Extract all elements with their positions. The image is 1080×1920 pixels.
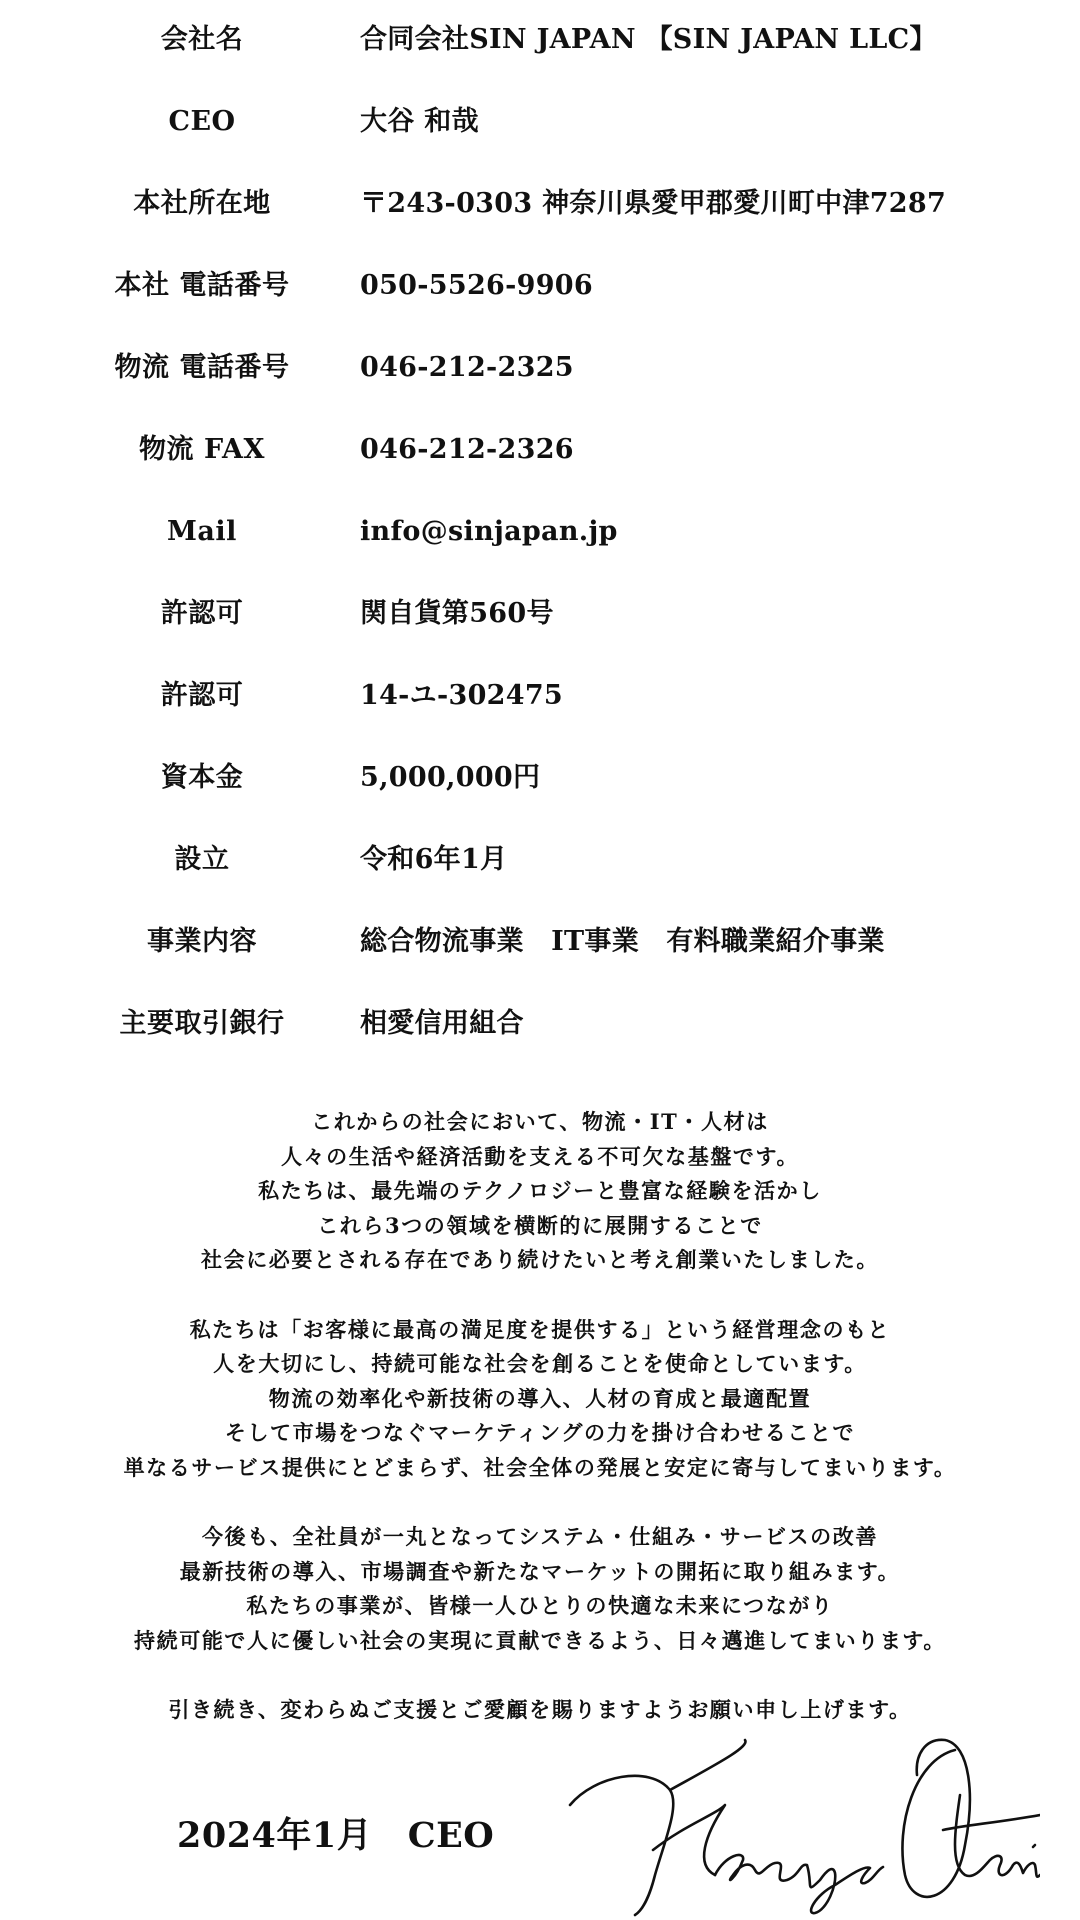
info-row (0, 592, 1080, 674)
info-value: 050-5526-9906 (360, 270, 593, 301)
message-line: そして市場をつなぐマーケティングの力を掛け合わせることで (224, 1420, 856, 1445)
message-line: これら3つの領域を横断的に展開することで (317, 1212, 763, 1238)
ceo-signature (565, 1735, 1040, 1920)
info-label: 許認可 (160, 680, 244, 711)
info-value: 相愛信用組合 (360, 1008, 524, 1039)
info-value: info@sinjapan.jp (360, 516, 618, 547)
message-line: 私たちは、最先端のテクノロジーと豊富な経験を活かし (258, 1178, 822, 1203)
message-line: 最新技術の導入、市場調査や新たなマーケットの開拓に取り組みます。 (179, 1558, 901, 1584)
company-info-table (0, 18, 1080, 1084)
message-paragraph (0, 1693, 1080, 1728)
info-row (0, 264, 1080, 346)
info-row (0, 756, 1080, 838)
info-label: 本社所在地 (133, 188, 271, 219)
message-line: 持続可能で人に優しい社会の実現に貢献できるよう、日々邁進してまいります。 (134, 1627, 946, 1653)
info-row (0, 346, 1080, 428)
message-line: 単なるサービス提供にとどまらず、社会全体の発展と安定に寄与してまいります。 (123, 1454, 957, 1480)
message-paragraph (0, 1313, 1080, 1486)
info-value: 14-ユ-302475 (360, 680, 564, 711)
info-row (0, 920, 1080, 1002)
info-row (0, 18, 1080, 100)
info-row (0, 838, 1080, 920)
info-value: 令和6年1月 (360, 844, 508, 875)
message-line: 私たちは「お客様に最高の満足度を提供する」という経営理念のもと (189, 1316, 891, 1342)
info-value: 046-212-2325 (360, 352, 574, 383)
info-label: 物流 電話番号 (114, 352, 290, 383)
ceo-message (0, 1105, 1080, 1763)
message-paragraph (0, 1105, 1080, 1278)
info-label: 物流 FAX (139, 434, 265, 465)
info-label: 設立 (174, 844, 230, 875)
info-row (0, 100, 1080, 182)
signoff-date-title: 2024年1月 CEO (177, 1815, 495, 1856)
info-value: 〒243-0303 神奈川県愛甲郡愛川町中津7287 (360, 188, 947, 219)
message-line: 引き続き、変わらぬご支援とご愛顧を賜りますようお願い申し上げます。 (168, 1697, 912, 1722)
message-line: 社会に必要とされる存在であり続けたいと考え創業いたしました。 (201, 1247, 879, 1272)
info-label: 主要取引銀行 (119, 1008, 285, 1039)
message-line: 私たちの事業が、皆様一人ひとりの快適な未来につながり (246, 1593, 834, 1618)
info-value: 合同会社SIN JAPAN 【SIN JAPAN LLC】 (360, 24, 937, 55)
info-value: 総合物流事業 IT事業 有料職業紹介事業 (360, 926, 885, 957)
info-row (0, 510, 1080, 592)
info-label: 許認可 (160, 598, 244, 629)
info-label: 事業内容 (147, 926, 257, 957)
info-row (0, 1002, 1080, 1084)
info-value: 046-212-2326 (360, 434, 574, 465)
info-label: 本社 電話番号 (114, 270, 290, 301)
info-value: 5,000,000円 (360, 762, 541, 793)
message-line: これからの社会において、物流・IT・人材は (311, 1109, 769, 1134)
info-value: 関自貨第560号 (360, 598, 554, 629)
message-line: 今後も、全社員が一丸となってシステム・仕組み・サービスの改善 (202, 1524, 878, 1549)
info-label: CEO (168, 106, 236, 137)
info-value: 大谷 和哉 (360, 106, 479, 137)
info-row (0, 182, 1080, 264)
info-row (0, 428, 1080, 510)
message-line: 人を大切にし、持続可能な社会を創ることを使命としています。 (213, 1351, 867, 1376)
info-label: 会社名 (160, 24, 244, 55)
message-line: 人々の生活や経済活動を支える不可欠な基盤です。 (280, 1143, 800, 1169)
info-row (0, 674, 1080, 756)
message-line: 物流の効率化や新技術の導入、人材の育成と最適配置 (268, 1385, 812, 1411)
info-label: 資本金 (160, 762, 244, 793)
message-paragraph (0, 1520, 1080, 1658)
info-label: Mail (167, 516, 237, 547)
